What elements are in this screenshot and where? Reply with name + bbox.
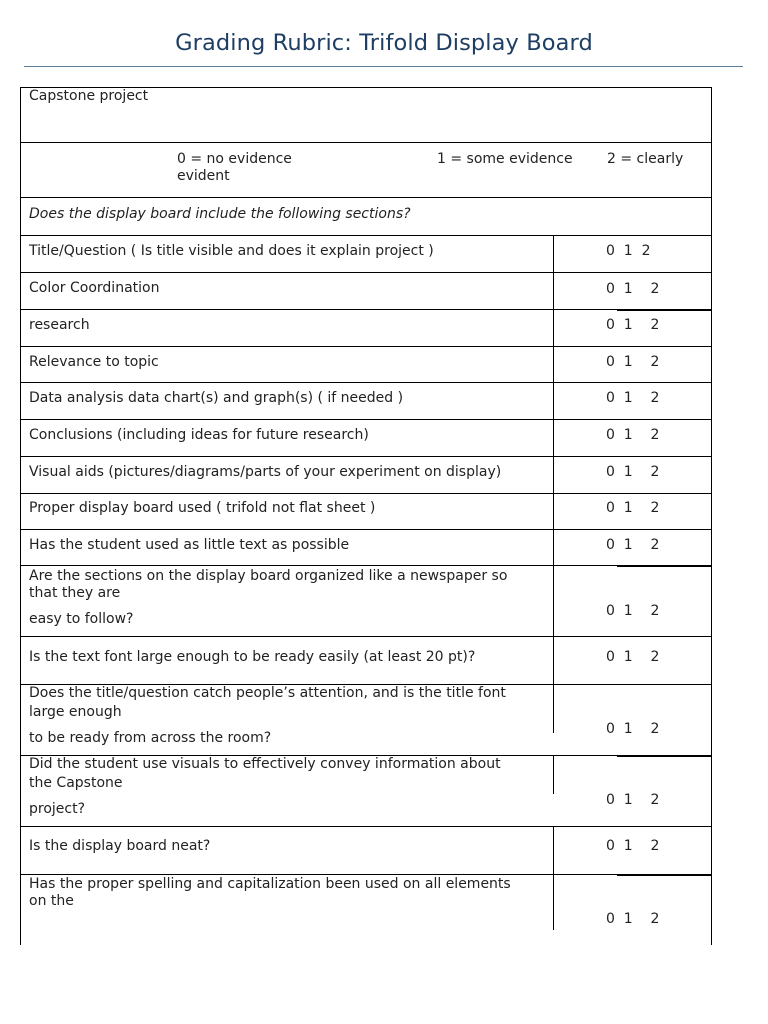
scale-two: 2 = clearly <box>607 151 684 167</box>
criterion-text-line1: Has the proper spelling and capitalization been used on all elements <box>29 876 511 892</box>
score-cell-rule <box>617 756 712 757</box>
score-options: 0 1 2 <box>606 603 660 619</box>
criterion-text-line1: Does the title/question catch people’s attention, and is the title font <box>29 685 506 701</box>
criterion-text-line2: that they are <box>29 585 121 601</box>
criterion-text: Visual aids (pictures/diagrams/parts of your experiment on display) <box>29 464 502 480</box>
criterion-text: Is the text font large enough to be ready easily (at least 20 pt)? <box>29 649 476 665</box>
score-options: 0 1 2 <box>606 838 660 854</box>
criterion-text-line2: on the <box>29 893 74 909</box>
score-options: 0 1 2 <box>606 721 660 737</box>
criterion-text: Relevance to topic <box>29 354 159 370</box>
score-options: 0 1 2 <box>606 500 660 516</box>
section-question: Does the display board include the following sections? <box>29 206 411 222</box>
score-cell-rule <box>617 310 712 311</box>
column-divider <box>553 637 554 733</box>
project-label: Capstone project <box>29 88 149 104</box>
rubric-row <box>20 566 712 637</box>
column-divider <box>553 875 554 930</box>
criterion-text: Is the display board neat? <box>29 838 211 854</box>
score-options: 0 1 2 <box>606 317 660 333</box>
page-title: Grading Rubric: Trifold Display Board <box>175 30 593 56</box>
criterion-text-line3: easy to follow? <box>29 611 134 627</box>
criterion-text-line3: project? <box>29 801 86 817</box>
score-options: 0 1 2 <box>606 427 660 443</box>
score-options: 0 1 2 <box>606 464 660 480</box>
score-options: 0 1 2 <box>606 390 660 406</box>
score-options: 0 1 2 <box>606 649 660 665</box>
column-divider <box>553 756 554 794</box>
criterion-text-line1: Did the student use visuals to effectively convey information about <box>29 756 501 772</box>
scale-zero-line1: 0 = no evidence <box>177 151 292 167</box>
criterion-text: Has the student used as little text as possible <box>29 537 350 553</box>
criterion-text-line1: Are the sections on the display board organized like a newspaper so <box>29 568 508 584</box>
criterion-text-line2: the Capstone <box>29 775 123 791</box>
title-underline <box>24 66 743 67</box>
criterion-text: Color Coordination <box>29 280 160 296</box>
criterion-text: Title/Question ( Is title visible and does it explain project ) <box>29 243 434 259</box>
score-options: 0 1 2 <box>606 354 660 370</box>
scale-one: 1 = some evidence <box>437 151 573 167</box>
criterion-text: Conclusions (including ideas for future research) <box>29 427 369 443</box>
score-options: 0 1 2 <box>606 243 651 259</box>
project-row <box>20 87 712 143</box>
scale-zero <box>177 151 292 185</box>
column-divider <box>553 236 554 638</box>
scale-zero-line2: evident <box>177 168 230 184</box>
criterion-text: research <box>29 317 90 333</box>
rubric-row <box>20 875 712 945</box>
score-options: 0 1 2 <box>606 911 660 927</box>
score-options: 0 1 2 <box>606 792 660 808</box>
score-options: 0 1 2 <box>606 281 660 297</box>
score-cell-rule <box>617 566 712 567</box>
criterion-text: Data analysis data chart(s) and graph(s) ( if needed ) <box>29 390 404 406</box>
score-options: 0 1 2 <box>606 537 660 553</box>
criterion-text-line2: large enough <box>29 704 122 720</box>
criterion-text-line3: to be ready from across the room? <box>29 730 272 746</box>
column-divider <box>553 827 554 875</box>
criterion-text: Proper display board used ( trifold not flat sheet ) <box>29 500 376 516</box>
score-cell-rule <box>617 875 712 876</box>
scale-row <box>20 143 712 198</box>
section-question-row <box>20 198 712 236</box>
